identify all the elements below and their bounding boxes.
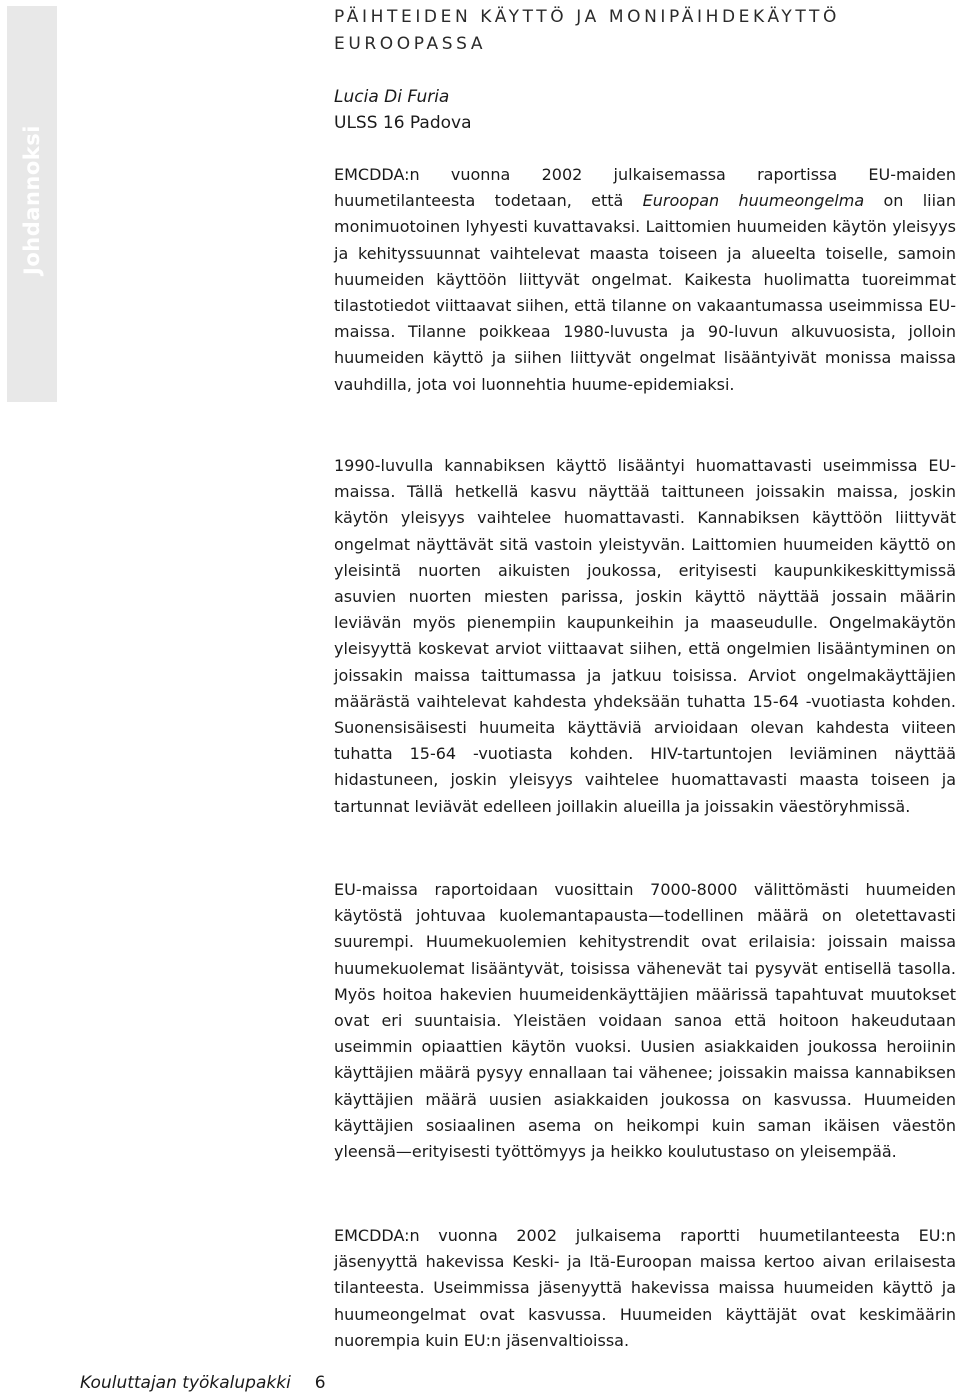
author-name: Lucia Di Furia bbox=[334, 87, 450, 107]
body-paragraph-3: EU-maissa raportoidaan vuosittain 7000-8000 välittömästi huumeiden käytöstä johtuvaa kuolemantapausta—todellinen määrä on oletettavasti suurempi. Huumekuolemien kehitystrendit ovat erilaisia: joissain maissa huumekuolemat lisääntyvät, toisissa vähenevät tai pysyvät entisellä tasolla. Myös hoitoa hakevien huumeidenkäyttäjien määrissä tapahtuvat muutokset ovat eri suuntaisia. Yleistäen voidaan sanoa että hoitoon hakeudutaan useimmin opiaattien käytön vuoksi. Uusien asiakkaiden joukossa heroiinin käyttäjien määrä pysyy ennallaan tai vähenee; joissakin maissa kannabiksen käyttäjien määrä uusien asiakkaiden joukossa on kasvussa. Huumeiden käyttäjien sosiaalinen asema on heikompi kuin saman ikäisen väestön yleensä—erityisesti työttömyys ja heikko koulutustaso on yleisempää. bbox=[334, 880, 956, 1162]
paragraph-1-emphasis: Euroopan huumeongelma bbox=[642, 191, 865, 211]
body-paragraph-2: 1990-luvulla kannabiksen käyttö lisääntyi huomattavasti useimmissa EU-maissa. Tällä hetkellä kasvu näyttää taittuneen joissakin maissa, joskin käytön yleisyys vaihtelee huomattavasti. Kannabiksen käyttöön liittyvät ongelmat näyttävät sitä vastoin yleistyvän. Laittomien huumeiden käyttö on yleisintä nuorten aikuisten joukossa, erityisesti kaupunkikeskittymissä asuvien nuorten miesten parissa, joskin käyttö näyttää jossain määrin leviävän myös pienempiin kaupunkeihin ja maaseudulle. Ongelmakäytön yleisyyttä koskevat arviot viittaavat siihen, että ongelmien lisääntyminen on joissakin maissa taittumassa ja jatkuu toisissa. Arviot ongelmakäyttäjien määrästä vaihtelevat kahdesta yhdeksään tuhatta 15-64 -vuotiasta kohden. Suonensisäisesti huumeita käyttäviä arvioidaan olevan kahdesta viiteen tuhatta 15-64 -vuotiasta kohden. HIV-tartuntojen leviäminen näyttää hidastuneen, joskin yleisyys vaihtelee huomattavasti maasta toiseen ja tartunnat leviävät edelleen joillakin alueilla ja joissakin väestöryhmissä. bbox=[334, 456, 956, 816]
page-footer bbox=[80, 1370, 326, 1396]
body-paragraph-4: EMCDDA:n vuonna 2002 julkaisema raportti huumetilanteesta EU:n jäsenyyttä hakevissa Keski- ja Itä-Euroopan maissa kertoo aivan erilaisesta tilanteesta. Useimmissa jäsenyyttä hakevissa maissa huumeiden käyttö ja huumeongelmat ovat kasvussa. Huumeiden käyttäjät ovat keskimäärin nuorempia kuin EU:n jäsenvaltioissa. bbox=[334, 1226, 956, 1350]
body-paragraph-1 bbox=[334, 162, 956, 398]
author-block bbox=[334, 84, 472, 136]
paragraph-1-text-start: EMCDDA:n vuonna 2002 julkaisemassa raportissa EU-maiden huumetilanteesta todetaan, että bbox=[334, 165, 956, 211]
page-number: 6 bbox=[314, 1373, 326, 1393]
paragraph-1-text-end: on liian monimuotoinen lyhyesti kuvattavaksi. Laittomien huumeiden käytön yleisyys ja kehityssuunnat vaihtelevat maasta toiseen ja alueelta toiselle, samoin huumeiden käyttöön liittyvät ongelmat. Kaikesta huolimatta tuoreimmat tilastotiedot viittaavat siihen, että tilanne on vakaantumassa useimmissa EU-maissa. Tilanne poikkeaa 1980-luvusta ja 90-luvun alkuvuosista, jolloin huumeiden käyttö ja siihen liittyvät ongelmat lisääntyivät monissa maissa vauhdilla, jota voi luonnehtia huume-epidemiaksi. bbox=[334, 191, 956, 394]
section-side-tab-label: Johdannoksi bbox=[20, 125, 44, 275]
footer-publication-title: Kouluttajan työkalupakki bbox=[80, 1373, 291, 1393]
author-organization: ULSS 16 Padova bbox=[334, 113, 472, 133]
article-heading: PÄIHTEIDEN KÄYTTÖ JA MONIPÄIHDEKÄYTTÖ EUROOPASSA bbox=[334, 7, 841, 54]
